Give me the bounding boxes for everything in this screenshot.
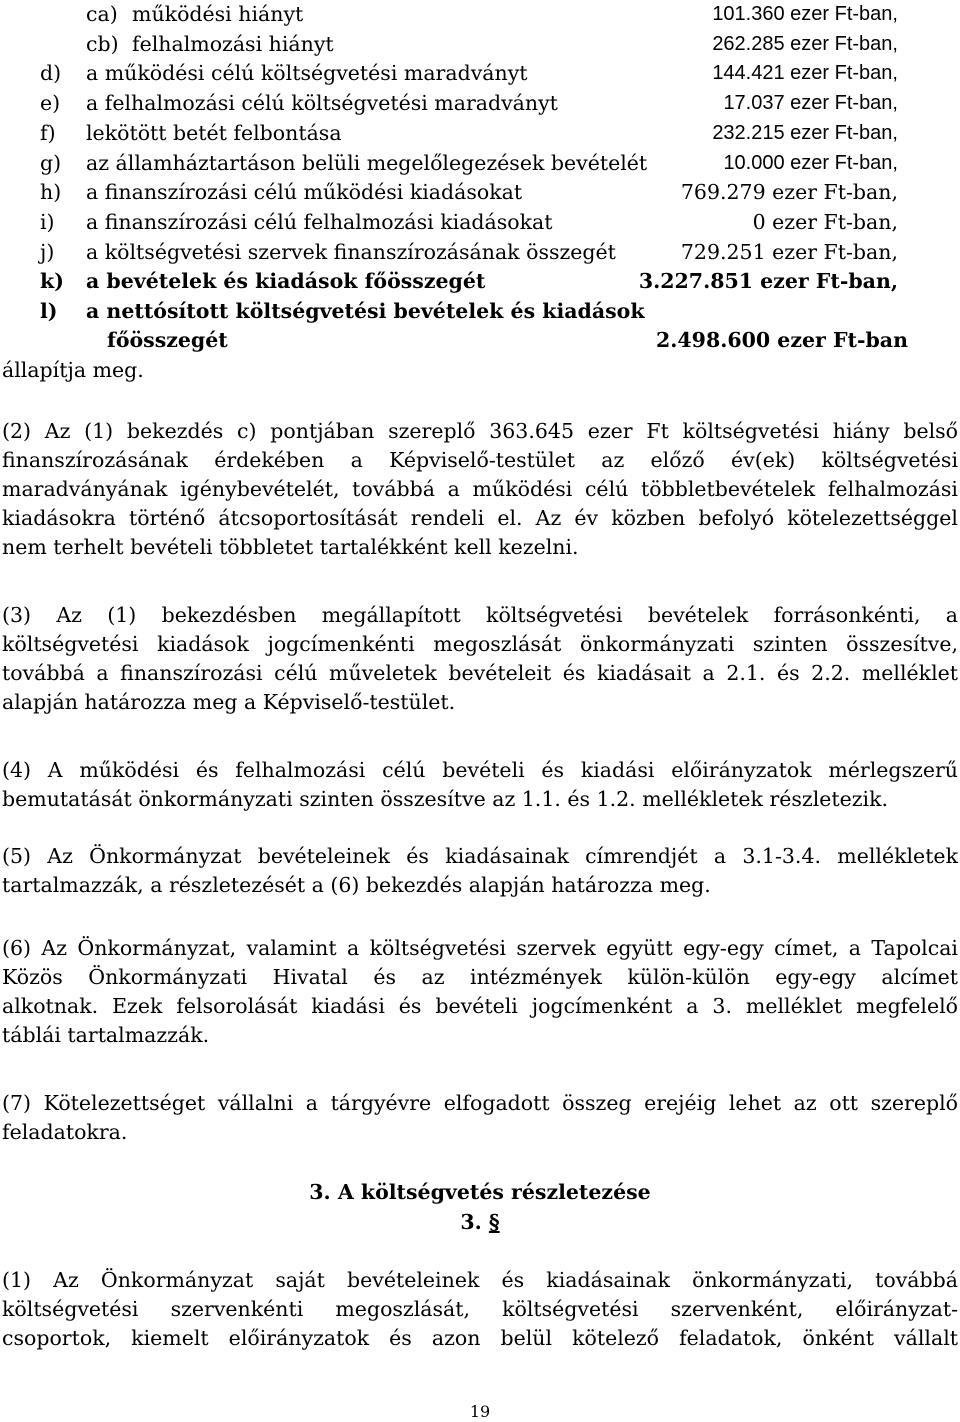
list-item-amount: 101.360 ezer Ft-ban, [712,3,898,25]
paragraph-line: feladatokra. [2,1120,128,1144]
list-item-mark: d) [40,61,62,86]
paragraph-line: Közös Önkormányzati Hivatal és az intézmények külön-külön egy-egy alcímet [2,965,958,989]
paragraph-line: költségvetési kiadások jogcímenkénti megoszlását önkormányzati szinten összesítve, [2,632,958,656]
list-item-amount: 729.251 ezer Ft-ban, [680,239,898,264]
list-item-mark: l) [40,299,58,323]
paragraph-line: csoportok, kiemelt előirányzatok és azon belül kötelező feladatok, önként vállalt [2,1326,958,1350]
list-item-mark: ca) [86,2,118,26]
paragraph-line: (5) Az Önkormányzat bevételeinek és kiadásainak címrendjét a 3.1-3.4. mellékletek [2,844,958,868]
closing-text: állapítja meg. [2,358,144,382]
list-item [0,238,960,267]
list-item [0,89,960,118]
list-item-mark: i) [40,209,55,234]
list-item-amount: 262.285 ezer Ft-ban, [712,32,898,55]
list-item-text: az államháztartáson belüli megelőlegezések bevételét [86,150,648,175]
list-item [0,208,960,237]
list-item-text: működési hiányt [132,2,304,26]
paragraph-line: bemutatását önkormányzati szinten összesítve az 1.1. és 1.2. mellékletek részletezik. [2,787,889,811]
paragraph-line: (7) Kötelezettséget vállalni a tárgyévre elfogadott összeg erejéig lehet az ott szereplő [2,1091,958,1115]
paragraph-line: (4) A működési és felhalmozási célú bevételi és kiadási előirányzatok mérlegszerű [2,758,958,782]
list-item-text: a működési célú költségvetési maradványt [86,61,528,86]
list-item-text: főösszegét [107,328,228,352]
list-item [0,119,960,148]
paragraph-line: (1) Az Önkormányzat saját bevételeinek és kiadásainak önkormányzati, továbbá [2,1268,958,1292]
paragraph-line: alapján határozza meg a Képviselő-testület. [2,690,456,714]
paragraph-line: finanszírozásának érdekében a Képviselő-testület az előző év(ek) költségvetési [2,448,958,472]
list-item-amount: 769.279 ezer Ft-ban, [680,180,898,205]
list-item-amount: 232.215 ezer Ft-ban, [712,121,898,144]
list-item-mark: j) [40,239,55,264]
list-item [0,149,960,178]
paragraph-5 [2,842,958,900]
paragraph-line: kiadásokra történő átcsoportosítását rendeli el. Az év közben befolyó kötelezettséggel [2,506,958,530]
paragraph-line: továbbá a finanszírozási célú műveletek bevételeit és kiadásait a 2.1. és 2.2. melléklet [2,661,958,685]
paragraph-line: költségvetési szervenkénti megoszlását, költségvetési szervenként, előirányzat- [2,1297,958,1321]
list-item [0,30,960,59]
page-number: 19 [469,1402,491,1421]
paragraph-line: (6) Az Önkormányzat, valamint a költségvetési szervek együtt egy-egy címet, a Tapolcai [2,936,958,960]
list-item-text: a finanszírozási célú felhalmozási kiadásokat [86,209,553,234]
list-item-mark: f) [40,120,56,145]
paragraph-4 [2,756,958,814]
list-item-text: felhalmozási hiányt [132,31,334,56]
paragraph-line: tartalmazzák, a részletezését a (6) bekezdés alapján határozza meg. [2,873,711,897]
list-item-l [0,297,960,326]
section-heading [0,1208,960,1237]
paragraph-line: (2) Az (1) bekezdés c) pontjában szereplő 363.645 ezer Ft költségvetési hiány belső [2,419,958,443]
list-item [0,178,960,207]
paragraph-7 [2,1089,958,1147]
list-item-text: a bevételek és kiadások főösszegét [86,269,486,294]
paragraph-2 [2,417,958,562]
list-item-mark: cb) [86,31,119,56]
list-item-text: a nettósított költségvetési bevételek és kiadások [86,299,645,323]
paragraph-line: maradványának igénybevételét, továbbá a működési célú többletbevételek felhalmozási [2,477,958,501]
list-item-mark: h) [40,180,62,205]
paragraph-line: nem terhelt bevételi többletet tartalékként kell kezelni. [2,535,579,559]
list-item-text: a költségvetési szervek finanszírozásának összegét [86,239,616,264]
list-item-text: a finanszírozási célú működési kiadásokat [86,180,523,205]
paragraph-line: (3) Az (1) bekezdésben megállapított költségvetési bevételek forrásonkénti, a [2,603,958,627]
list-item-amount: 3.227.851 ezer Ft-ban, [638,269,898,294]
list-item-mark: e) [40,91,61,116]
paragraph-line: táblái tartalmazzák. [2,1023,210,1047]
list-item-l-continued [0,326,960,355]
list-item [0,267,960,296]
list-item-text: a felhalmozási célú költségvetési maradványt [86,91,558,116]
paragraph-3 [2,601,958,717]
list-item-amount: 0 ezer Ft-ban, [752,209,898,234]
paragraph-section3-1 [2,1266,958,1353]
section-number: 3. [460,1210,482,1234]
list-item [0,0,960,29]
section-title: 3. A költségvetés részletezése [309,1180,651,1204]
paragraph-line: alkotnak. Ezek felsorolását kiadási és bevételi jogcímenként a 3. melléklet megfelelő [2,994,958,1018]
list-item-mark: g) [40,150,62,175]
list-item-text: lekötött betét felbontása [86,120,342,145]
section-sign: § [488,1210,500,1234]
list-item-amount: 2.498.600 ezer Ft-ban [656,328,908,352]
list-item-amount: 144.421 ezer Ft-ban, [712,62,898,85]
paragraph-6 [2,934,958,1050]
list-item-amount: 17.037 ezer Ft-ban, [723,92,898,115]
list-item-mark: k) [40,269,64,294]
list-item-amount: 10.000 ezer Ft-ban, [723,151,898,174]
list-item [0,59,960,88]
